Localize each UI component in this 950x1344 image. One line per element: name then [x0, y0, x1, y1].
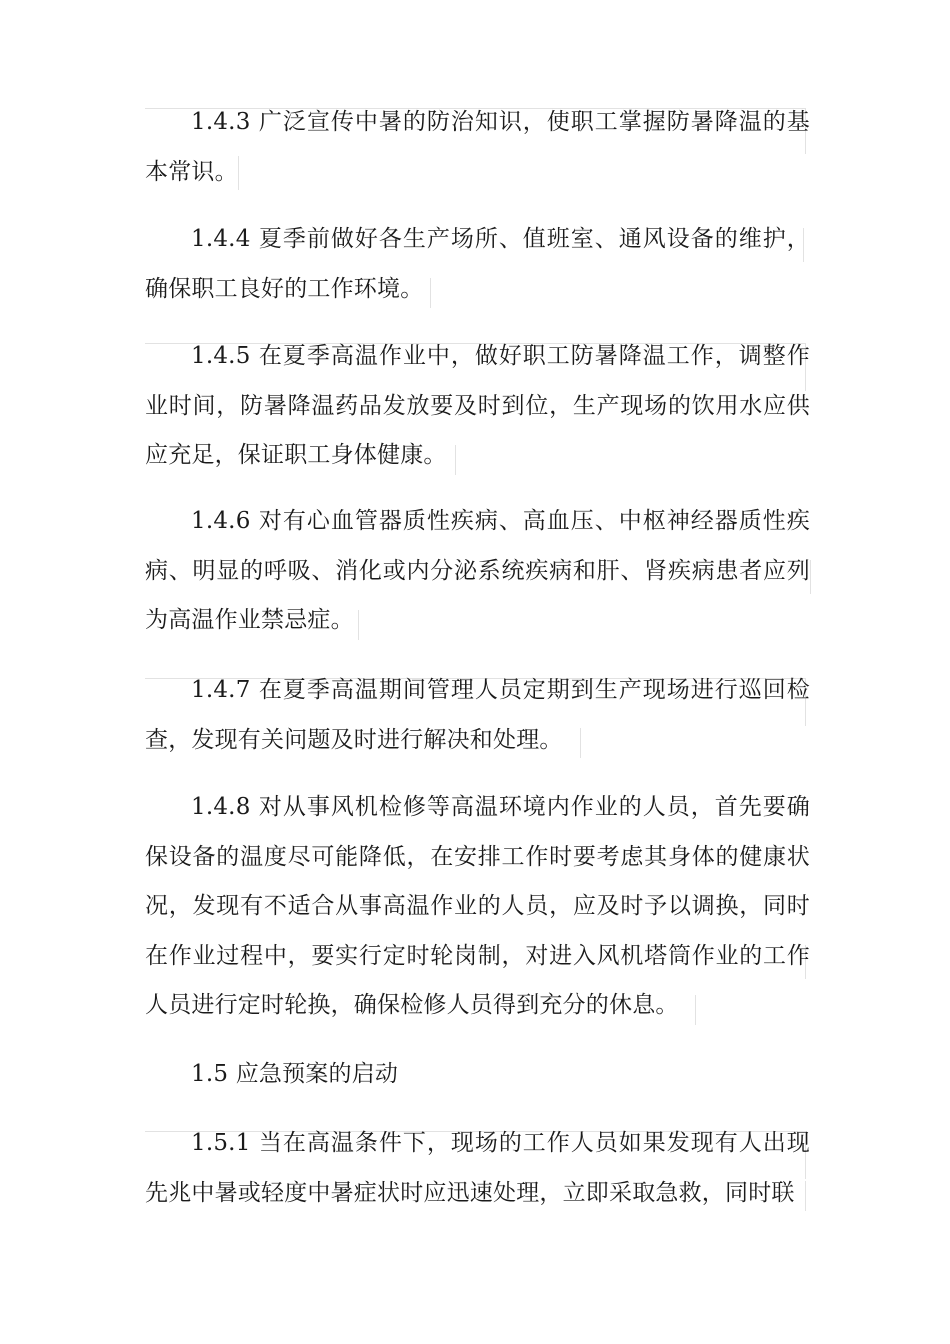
section-heading-1-5: 1.5 应急预案的启动	[191, 1061, 399, 1087]
paragraph-1-4-5: 1.4.5 在夏季高温作业中，做好职工防暑降温工作，调整作业时间，防暑降温药品发放要及时到位，生产现场的饮用水应供应充足，保证职工身体健康。	[145, 343, 810, 468]
paragraph-1-4-3: 1.4.3 广泛宣传中暑的防治知识，使职工掌握防暑降温的基本常识。	[145, 109, 810, 185]
paragraph-1-4-7: 1.4.7 在夏季高温期间管理人员定期到生产现场进行巡回检查，发现有关问题及时进行解决和处理。	[145, 677, 810, 753]
paragraph-1-5-1: 1.5.1 当在高温条件下，现场的工作人员如果发现有人出现先兆中暑或轻度中暑症状时应迅速处理，立即采取急救，同时联	[145, 1130, 810, 1206]
paragraph-1-4-4: 1.4.4 夏季前做好各生产场所、值班室、通风设备的维护，确保职工良好的工作环境。	[145, 226, 810, 302]
paragraph-1-4-6: 1.4.6 对有心血管器质性疾病、高血压、中枢神经器质性疾病、明显的呼吸、消化或内分泌系统疾病和肝、肾疾病患者应列为高温作业禁忌症。	[145, 508, 810, 633]
paragraph-1-4-8: 1.4.8 对从事风机检修等高温环境内作业的人员，首先要确保设备的温度尽可能降低，在安排工作时要考虑其身体的健康状况，发现有不适合从事高温作业的人员，应及时予以调换，同时在作业过程中，要实行定时轮岗制，对进入风机塔筒作业的工作人员进行定时轮换，确保检修人员得到充分的休息。	[145, 794, 810, 1018]
rule-line	[810, 560, 811, 594]
